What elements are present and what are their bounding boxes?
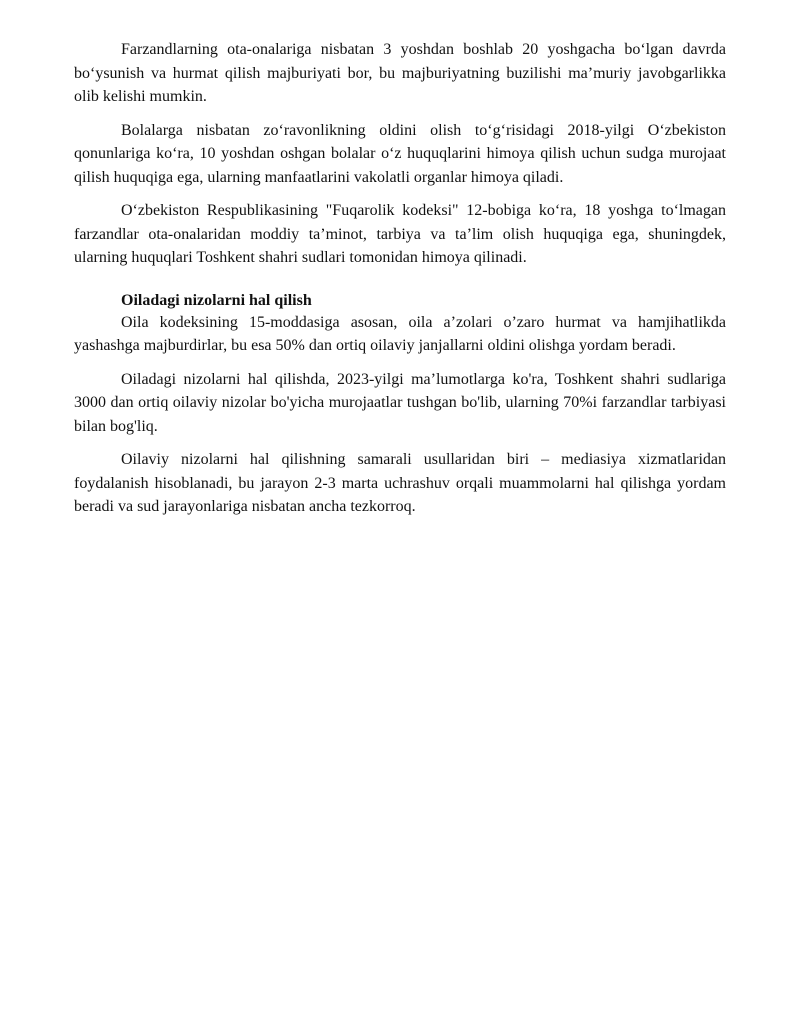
section-heading: Oiladagi nizolarni hal qilish (121, 291, 312, 309)
paragraph-parental-obedience: Farzandlarning ota-onalariga nisbatan 3 yoshdan boshlab 20 yoshgacha bo‘lgan davrda bo‘ysunish va hurmat qilish majburiyati bor, bu majburiyatning buzilishi ma’muriy javobgarlikka olib kelishi mumkin. (74, 41, 726, 105)
document-body (74, 38, 726, 529)
paragraph-family-code: Oila kodeksining 15-moddasiga asosan, oila a’zolari o’zaro hurmat va hamjihatlikda yashashga majburdirlar, bu esa 50% dan ortiq oilaviy janjallarni oldini olishga yordam beradi. (74, 313, 726, 354)
paragraph-civil-code: O‘zbekiston Respublikasining "Fuqarolik kodeksi" 12-bobiga ko‘ra, 18 yoshga to‘lmagan farzandlar ota-onalaridan moddiy ta’minot, tarbiya va ta’lim olish huquqiga ega, shuningdek, ularning huquqlari Toshkent shahri sudlari tomonidan himoya qilinadi. (74, 202, 726, 266)
paragraph-child-violence-law: Bolalarga nisbatan zo‘ravonlikning oldini olish to‘g‘risidagi 2018-yilgi O‘zbekiston qonunlariga ko‘ra, 10 yoshdan oshgan bolalar o‘z huquqlarini himoya qilish uchun sudga murojaat qilish huquqiga ega, ularning manfaatlarini vakolatli organlar himoya qiladi. (74, 121, 726, 186)
paragraph-mediation: Oilaviy nizolarni hal qilishning samarali usullaridan biri – mediasiya xizmatlaridan foydalanish hisoblanadi, bu jarayon 2-3 marta uchrashuv orqali muammolarni hal qilishga yordam beradi va sud jarayonlariga nisbatan ancha tezkorroq. (74, 451, 726, 515)
paragraph-family-disputes-stats: Oiladagi nizolarni hal qilishda, 2023-yilgi ma’lumotlarga ko'ra, Toshkent shahri sudlariga 3000 dan ortiq oilaviy nizolar bo'yicha murojaatlar tushgan bo'lib, ularning 70%i farzandlar tarbiyasi bilan bog'liq. (74, 370, 726, 435)
